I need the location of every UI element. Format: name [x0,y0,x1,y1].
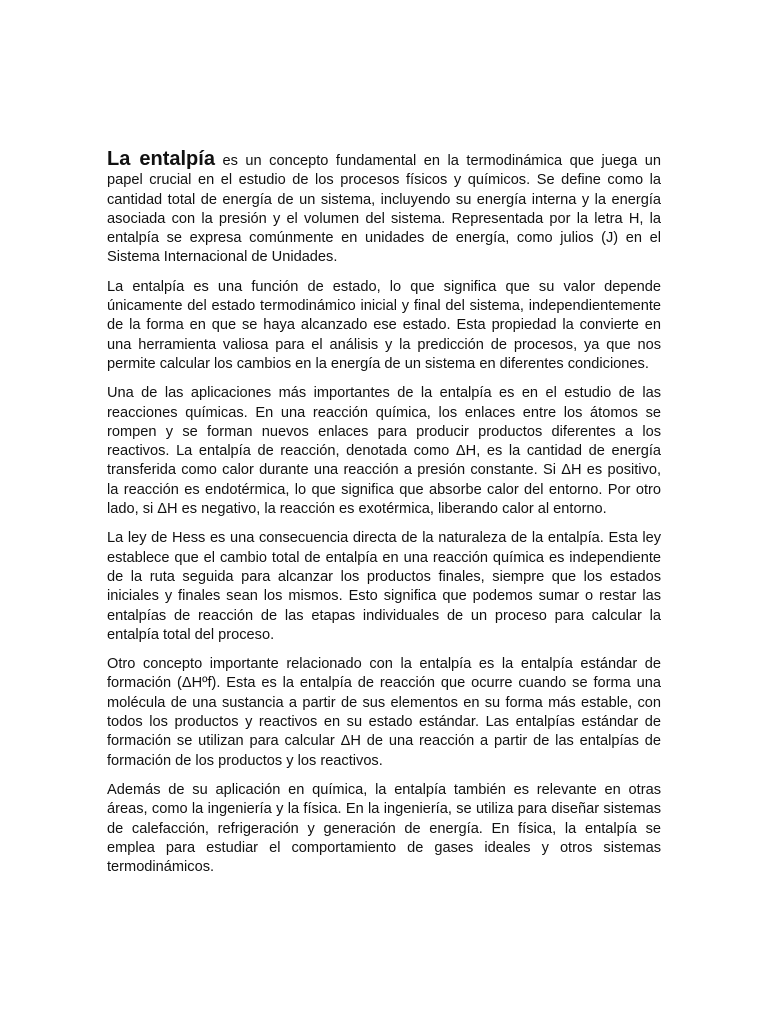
paragraph-1-text: es un concepto fundamental en la termodinámica que juega un papel crucial en el estudio de los procesos físicos y químicos. Se define como la cantidad total de energía de un sistema, incluyendo su energía interna y la energía asociada con la presión y el volumen del sistema. Representada por la letra H, la entalpía se expresa comúnmente en unidades de energía, como julios (J) en el Sistema Internacional de Unidades. [107,153,661,266]
document-body [107,150,661,887]
paragraph-4: La ley de Hess es una consecuencia directa de la naturaleza de la entalpía. Esta ley establece que el cambio total de entalpía en una reacción química es independiente de la ruta seguida para alcanzar los productos finales, siempre que los estados iniciales y finales sean los mismos. Esto significa que podemos sumar o restar las entalpías de reacción de las etapas individuales de un proceso para calcular la entalpía total del proceso. [107,530,661,643]
paragraph-5: Otro concepto importante relacionado con la entalpía es la entalpía estándar de formación (ΔHºf). Esta es la entalpía de reacción que ocurre cuando se forma una molécula de una sustancia a partir de sus elementos en su forma más estable, con todos los productos y reactivos en su estado estándar. Las entalpías estándar de formación se utilizan para calcular ΔH de una reacción a partir de las entalpías de formación de los productos y los reactivos. [107,656,661,769]
document-title: La entalpía [107,148,215,170]
paragraph-2: La entalpía es una función de estado, lo que significa que su valor depende únicamente del estado termodinámico inicial y final del sistema, independientemente de la forma en que se haya alcanzado ese estado. Esta propiedad la convierte en una herramienta valiosa para el análisis y la predicción de procesos, ya que nos permite calcular los cambios en la energía de un sistema en diferentes condiciones. [107,278,661,372]
paragraph-6: Además de su aplicación en química, la entalpía también es relevante en otras áreas, como la ingeniería y la física. En la ingeniería, se utiliza para diseñar sistemas de calefacción, refrigeración y generación de energía. En física, la entalpía se emplea para estudiar el comportamiento de gases ideales y otros sistemas termodinámicos. [107,781,661,876]
paragraph-1 [107,150,661,268]
paragraph-3: Una de las aplicaciones más importantes de la entalpía es en el estudio de las reacciones químicas. En una reacción química, los enlaces entre los átomos se rompen y se forman nuevos enlaces para producir productos diferentes a los reactivos. La entalpía de reacción, denotada como ΔH, es la cantidad de energía transferida como calor durante una reacción a presión constante. Si ΔH es positivo, la reacción es endotérmica, lo que significa que absorbe calor del entorno. Por otro lado, si ΔH es negativo, la reacción es exotérmica, liberando calor al entorno. [107,385,661,518]
